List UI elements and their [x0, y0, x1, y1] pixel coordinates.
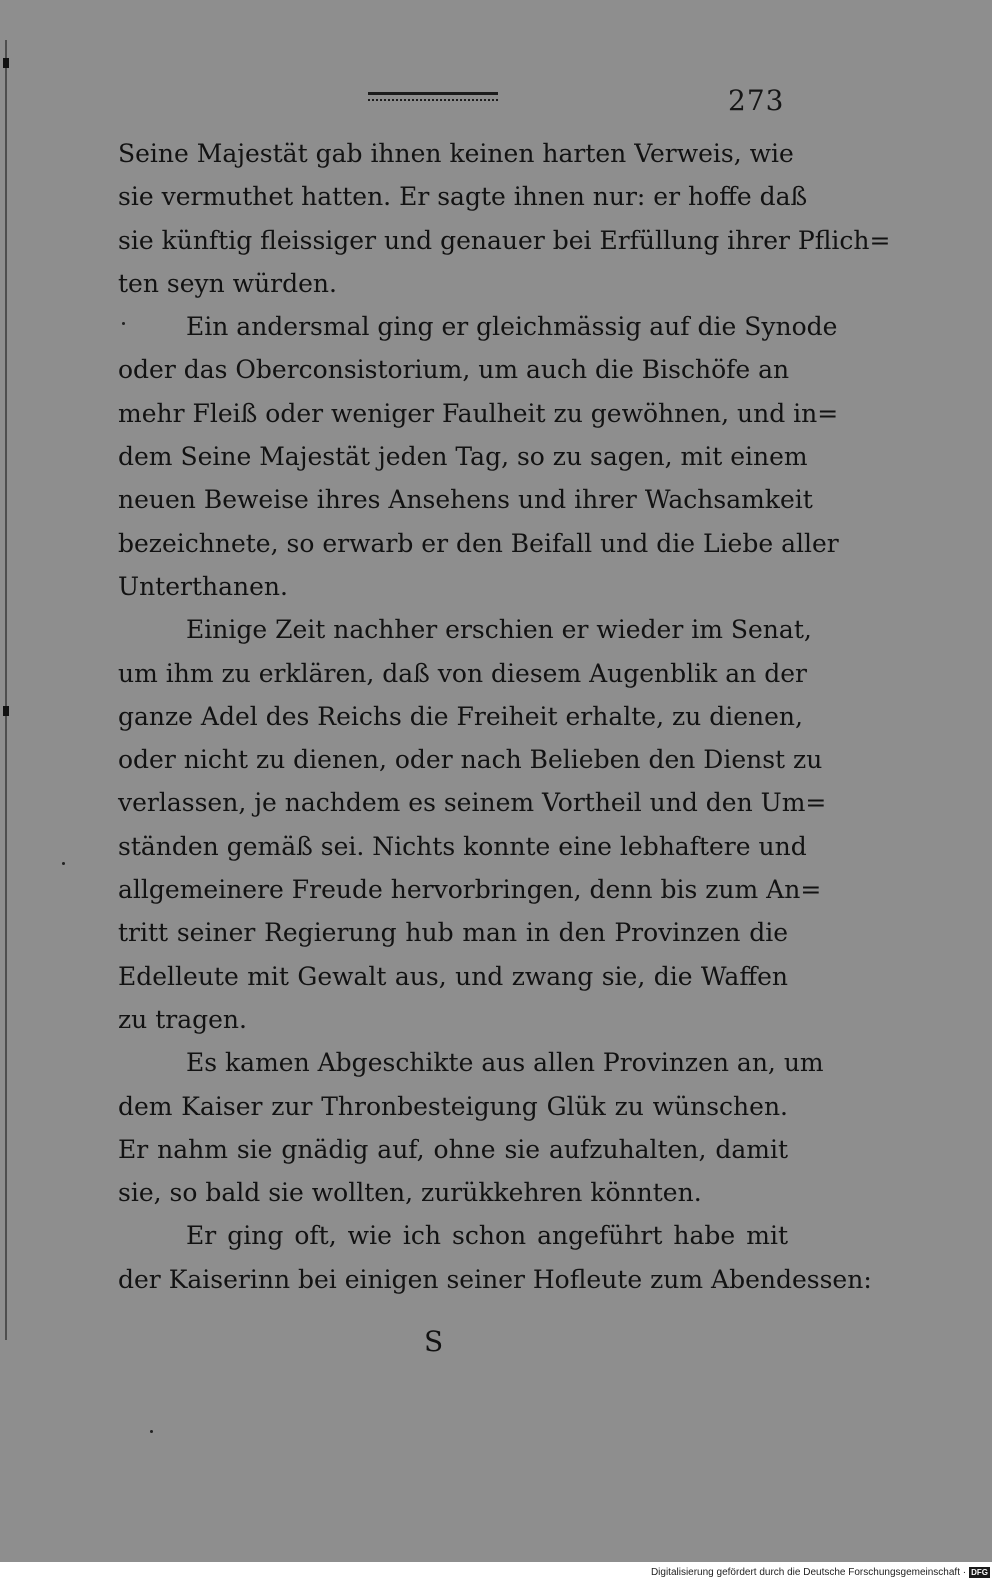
text-line: sie künftig fleissiger und genauer bei Erfüllung ihrer Pflich= — [118, 225, 891, 255]
dfg-logo-icon: DFG — [971, 1568, 988, 1577]
text-line: sie vermuthet hatten. Er sagte ihnen nur: er hoffe daß — [118, 182, 808, 212]
digitization-credit — [651, 1567, 990, 1578]
page-edge-shadow — [5, 40, 7, 1340]
text-line: um ihm zu erklären, daß von diesem Augenblik an der — [118, 658, 807, 688]
text-line: ten seyn würden. — [118, 268, 337, 298]
text-line: Ein andersmal ging er gleichmässig auf die Synode — [186, 312, 838, 342]
scan-speck — [150, 1430, 153, 1433]
page-edge-mark — [3, 58, 9, 68]
text-line: dem Seine Majestät jeden Tag, so zu sagen, mit einem — [118, 442, 808, 472]
text-line: ständen gemäß sei. Nichts konnte eine lebhaftere und — [118, 831, 807, 861]
text-line: neuen Beweise ihres Ansehens und ihrer Wachsamkeit — [118, 485, 813, 515]
text-line: mehr Fleiß oder weniger Faulheit zu gewöhnen, und in= — [118, 398, 839, 428]
body-text — [118, 132, 891, 1301]
text-line: ganze Adel des Reichs die Freiheit erhalte, zu dienen, — [118, 701, 803, 731]
text-line: Edelleute mit Gewalt aus, und zwang sie, die Waffen — [118, 961, 788, 991]
catchword: S — [424, 1325, 444, 1358]
scan-speck — [62, 862, 65, 865]
page-number: 273 — [728, 84, 785, 117]
text-line: verlassen, je nachdem es seinem Vortheil und den Um= — [118, 788, 827, 818]
text-line: Einige Zeit nachher erschien er wieder im Senat, — [186, 615, 812, 645]
text-line: allgemeinere Freude hervorbringen, denn bis zum An= — [118, 875, 822, 905]
text-line: Seine Majestät gab ihnen keinen harten Verweis, wie — [118, 139, 794, 168]
text-line: Er ging oft, wie ich schon angeführt habe mit — [186, 1221, 788, 1251]
text-line: dem Kaiser zur Thronbesteigung Glük zu wünschen. — [118, 1091, 788, 1121]
text-line: tritt seiner Regierung hub man in den Provinzen die — [118, 918, 788, 948]
text-line: Es kamen Abgeschikte aus allen Provinzen an, um — [186, 1048, 824, 1078]
header-ornament-rule — [368, 92, 498, 101]
text-line: oder nicht zu dienen, oder nach Belieben den Dienst zu — [118, 745, 823, 775]
text-line: zu tragen. — [118, 1004, 247, 1034]
text-line: der Kaiserinn bei einigen seiner Hofleute zum Abendessen: — [118, 1264, 872, 1294]
credit-text: Digitalisierung gefördert durch die Deutsche Forschungsgemeinschaft · — [650, 1567, 967, 1578]
text-line: Er nahm sie gnädig auf, ohne sie aufzuhalten, damit — [118, 1134, 788, 1164]
text-line: Unterthanen. — [118, 571, 288, 601]
text-line: bezeichnete, so erwarb er den Beifall und die Liebe aller — [118, 528, 839, 558]
page-edge-mark — [3, 706, 9, 716]
text-line: oder das Oberconsistorium, um auch die Bischöfe an — [118, 355, 790, 385]
text-line: sie, so bald sie wollten, zurükkehren könnten. — [118, 1178, 702, 1208]
